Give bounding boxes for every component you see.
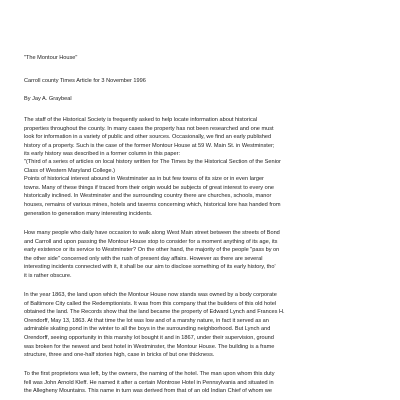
paragraph: "(Third of a series of articles on local history written for The Times by the Historical Section of the Senior Class of Western Maryland College.) Points of historical interest abound in Westminster as in but few towns of its size or in even larger towns. Many of these things if traced from their origin would be subjects of great interest to every one historically inclined. In Westminster and the surrounding country there are churches, schools, manor houses, remains of various mines, hotels and taverns concerning which, historical lore has handed from generation to generation many interesting incidents. bbox=[24, 159, 281, 217]
document-title: "The Montour House" bbox=[24, 55, 78, 61]
paragraph: The staff of the Historical Society is frequently asked to help locate information about historical properties throughout the county. In many cases the property has not been researched and one must look for information in a variety of public and other sources. Occasionally, we find an early published history of a property. Such is the case of the former Montour House at 59 W. Main St. in Westminster; its early history was described in a former column in this paper: bbox=[24, 117, 275, 158]
paragraph: To the first proprietors was left, by the owners, the naming of the hotel. The man upon whom this duty fell was John Arnold Kleff. He named it after a certain Montrose Hotel in Pennsylvania and situated in the Allegheny Mountains. This name in turn was derived from that of an old Indian Chief of whom we bbox=[24, 371, 275, 395]
paragraph: How many people who daily have occasion to walk along West Main street between the streets of Bond and Carroll and upon passing the Montour House stop to consider for a moment anything of its age, its early existence or its service to Westminster? On the other hand, the majority of the people "pass by on the other side" concerned only with the rush of present day affairs. However as there are several interesting incidents connected with it, it shall be our aim to disclose something of its early history, tho' it is rather obscure. bbox=[24, 230, 280, 279]
paragraph: In the year 1863, the land upon which the Montour House now stands was owned by a body corporate of Baltimore City called the Redemptionists. It was from this company that the builders of this old hotel obtained the land. The Records show that the land became the property of Edward Lynch and Frances H. Orendorff, May 13, 1863. At that time the lot was low and of a marshy nature, in fact it served as an admirable skating pond in the winter to all the boys in the surrounding neighborhood. But Lynch and Orendorff, seeing opportunity in this marshy lot bought it and in 1867, under their supervision, ground was broken for the newest and best hotel in Westminster, the Montour House. The building is a frame structure, three and one-half stories high, case in bricks of but one thickness. bbox=[24, 292, 285, 359]
document-byline: By Jay A. Graybeal bbox=[24, 96, 72, 102]
document-subtitle: Carroll county Times Article for 3 November 1996 bbox=[24, 78, 146, 84]
